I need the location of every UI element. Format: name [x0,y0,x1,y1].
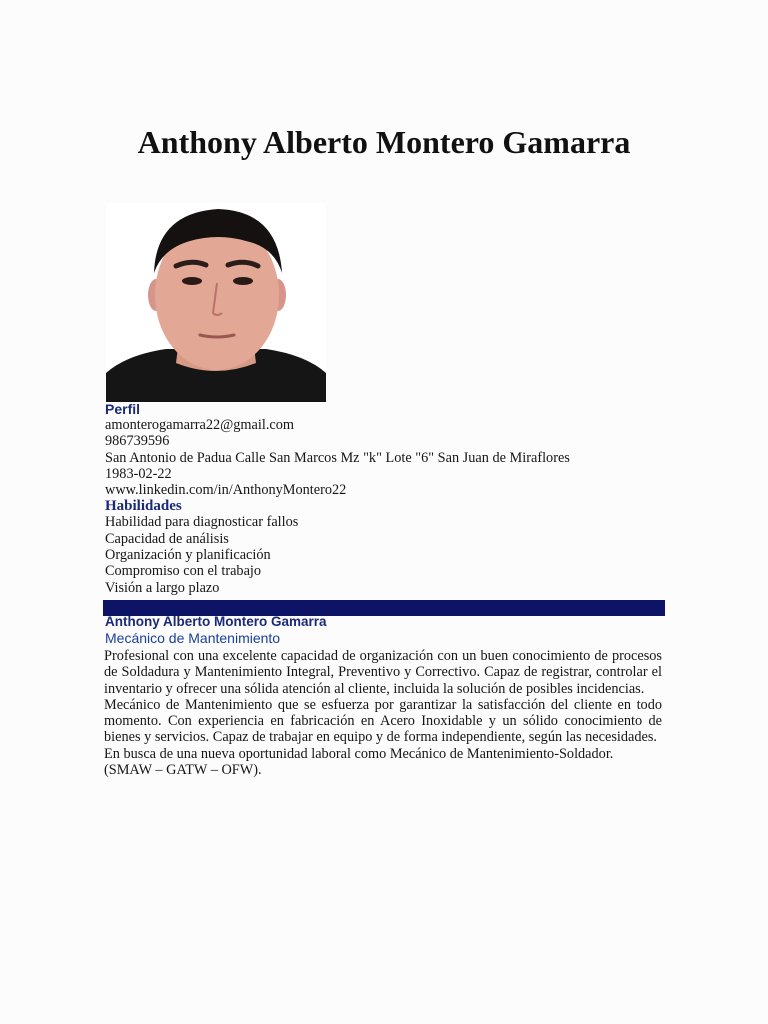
skill-item: Compromiso con el trabajo [105,563,262,580]
email-text: amonterogamarra22@gmail.com [105,417,295,433]
skill-item: Organización y planificación [105,547,271,564]
skills-heading: Habilidades [105,498,182,515]
summary-name: Anthony Alberto Montero Gamarra [105,614,327,629]
linkedin-text: www.linkedin.com/in/AnthonyMontero22 [105,482,347,499]
summary-paragraph: Profesional con una excelente capacidad de organización con un buen conocimiento de procesos de Soldadura y Mantenimiento Integral, Preventivo y Correctivo. Capaz de registrar, controlar el inventario y ofrecer una sólida atención al cliente, incluida la solución de posibles incidencias. [104,648,662,697]
profile-photo [106,203,326,402]
profile-heading: Perfil [105,401,141,417]
phone-text: 986739596 [105,433,170,450]
job-title: Mecánico de Mantenimiento [105,630,281,646]
skill-item: Habilidad para diagnosticar fallos [105,514,299,531]
portrait-illustration [106,203,326,402]
summary-paragraph: Mecánico de Mantenimiento que se esfuerza por garantizar la satisfacción del cliente en todo momento. Con experiencia en fabricación en Acero Inoxidable y un sólido conocimiento de bienes y servicios. Capaz de trabajar en equipo y de forma independiente, según las necesidades. [104,696,662,746]
summary-paragraph: En busca de una nueva oportunidad laboral como Mecánico de Mantenimiento-Soldador. (SMAW – GATW – OFW). [104,745,614,779]
skill-item: Capacidad de análisis [105,530,229,547]
profile-section [105,401,665,596]
document-title: Anthony Alberto Montero Gamarra [137,124,631,160]
summary-text [104,648,662,778]
skill-item: Visión a largo plazo [105,579,220,596]
birthdate-text: 1983-02-22 [105,465,172,482]
address-text: San Antonio de Padua Calle San Marcos Mz "k" Lote "6" San Juan de Miraflores [105,449,570,466]
